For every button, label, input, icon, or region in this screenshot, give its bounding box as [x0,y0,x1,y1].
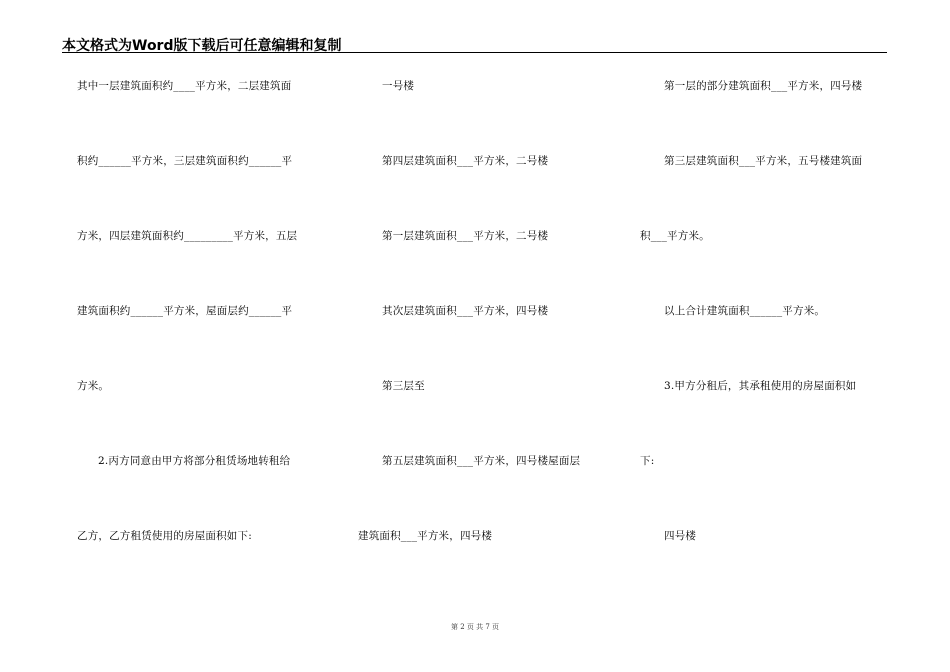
middle-line-3: 第一层建筑面积___平方米，二号楼 [382,230,549,242]
middle-line-5: 第三层至 [382,380,425,392]
middle-line-6: 第五层建筑面积___平方米，四号楼屋面层 [382,455,581,467]
right-line-3: 积___平方米。 [640,230,710,242]
left-line-3: 方米，四层建筑面积约_________平方米，五层 [77,230,298,242]
middle-line-2: 第四层建筑面积___平方米，二号楼 [382,155,549,167]
left-line-7: 乙方，乙方租赁使用的房屋面积如下: [77,530,252,542]
left-line-2: 积约______平方米，三层建筑面积约______平 [77,155,293,167]
left-line-5: 方米。 [77,380,110,392]
page-number-footer: 第 2 页 共 7 页 [450,623,500,631]
middle-line-7: 建筑面积___平方米，四号楼 [358,530,493,542]
right-line-1: 第一层的部分建筑面积___平方米，四号楼 [664,80,863,92]
header-divider [62,52,887,53]
right-line-7: 四号楼 [664,530,697,542]
left-line-1: 其中一层建筑面积约____平方米，二层建筑面 [77,80,292,92]
left-line-6: 2.丙方同意由甲方将部分租赁场地转租给 [98,455,291,467]
middle-line-1: 一号楼 [382,80,415,92]
right-line-5: 3.甲方分租后，其承租使用的房屋面积如 [664,380,857,392]
right-line-4: 以上合计建筑面积______平方米。 [664,305,826,317]
middle-line-4: 其次层建筑面积___平方米，四号楼 [382,305,549,317]
right-line-2: 第三层建筑面积___平方米，五号楼建筑面 [664,155,863,167]
left-line-4: 建筑面积约______平方米，屋面层约______平 [77,305,293,317]
page-header-title: 本文格式为Word版下载后可任意编辑和复制 [62,38,342,54]
right-line-6: 下: [640,455,655,467]
